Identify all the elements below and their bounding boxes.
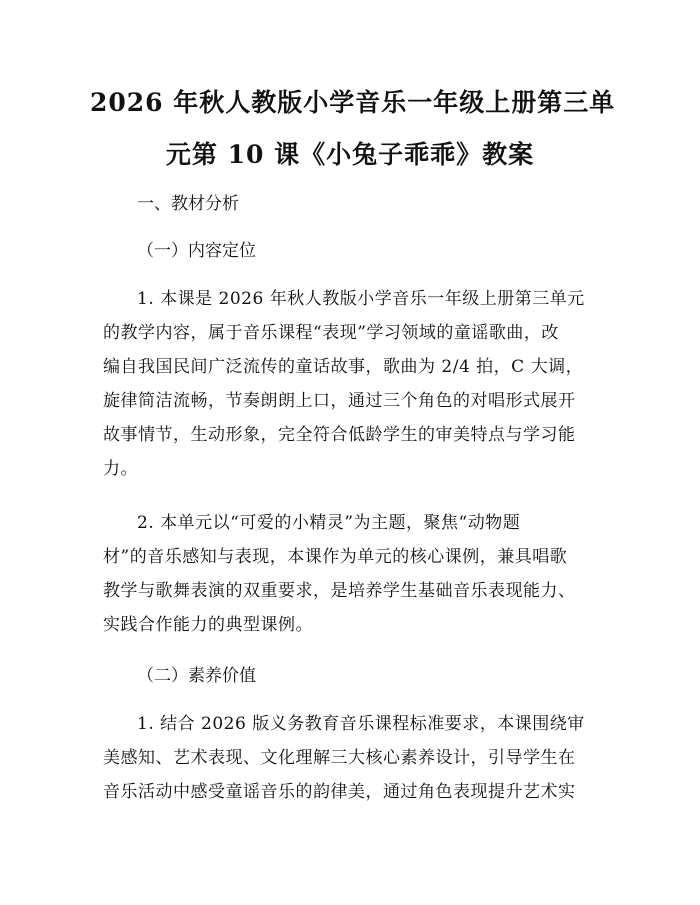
paragraph-line: 2. 本单元以“可爱的小精灵”为主题，聚焦“动物题	[137, 513, 521, 533]
paragraph-line: 1. 本课是 2026 年秋人教版小学音乐一年级上册第三单元	[137, 289, 585, 309]
paragraph-line: 音乐活动中感受童谣音乐的韵律美，通过角色表现提升艺术实	[103, 782, 576, 802]
paragraph-line: 旋律简洁流畅，节奏朗朗上口，通过三个角色的对唱形式展开	[103, 391, 576, 411]
subsection-heading-content-positioning: （一）内容定位	[137, 241, 256, 261]
paragraph-line: 教学与歌舞表演的双重要求，是培养学生基础音乐表现能力、	[103, 581, 576, 601]
document-title-line-1: 2026 年秋人教版小学音乐一年级上册第三单	[90, 88, 616, 117]
paragraph-line: 美感知、艺术表现、文化理解三大核心素养设计，引导学生在	[103, 748, 576, 768]
paragraph-line: 故事情节，生动形象，完全符合低龄学生的审美特点与学习能	[103, 425, 576, 445]
subsection-heading-literacy-value: （二）素养价值	[137, 666, 256, 686]
paragraph-line: 力。	[103, 459, 138, 479]
document-title-line-2: 元第 10 课《小兔子乖乖》教案	[165, 140, 535, 169]
paragraph-line: 编自我国民间广泛流传的童话故事，歌曲为 2/4 拍，C 大调，	[103, 357, 584, 377]
paragraph-line: 1. 结合 2026 版义务教育音乐课程标准要求，本课围绕审	[137, 714, 585, 734]
paragraph-line: 实践合作能力的典型课例。	[103, 615, 313, 635]
section-heading-teaching-material-analysis: 一、教材分析	[137, 194, 239, 214]
paragraph-line: 的教学内容，属于音乐课程“表现”学习领域的童谣歌曲，改	[103, 323, 559, 343]
paragraph-line: 材”的音乐感知与表现，本课作为单元的核心课例，兼具唱歌	[103, 547, 568, 567]
